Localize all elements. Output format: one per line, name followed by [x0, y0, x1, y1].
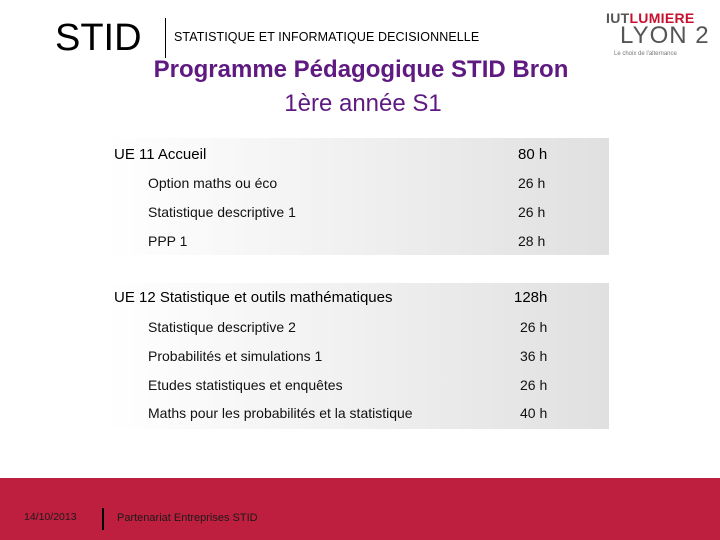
footer-date: 14/10/2013	[24, 511, 77, 523]
ue-11-block	[106, 138, 609, 255]
course-label: PPP 1	[148, 233, 188, 249]
course-label: Option maths ou éco	[148, 175, 278, 191]
footer-divider	[102, 508, 104, 530]
ue-hours: 80 h	[518, 146, 548, 163]
course-label: Statistique descriptive 2	[148, 319, 296, 335]
course-hours: 26 h	[520, 319, 548, 335]
logo-lumiere: LUMIERE	[629, 10, 695, 26]
course-hours: 40 h	[520, 405, 548, 421]
page-title: Programme Pédagogique STID Bron	[153, 56, 569, 83]
iut-lumiere-lyon2-logo	[606, 10, 710, 60]
footer-text: Partenariat Entreprises STID	[117, 512, 258, 524]
header-divider	[165, 18, 166, 58]
header-brand: STID	[55, 17, 142, 59]
course-hours: 26 h	[518, 204, 546, 220]
course-label: Maths pour les probabilités et la statistique	[148, 405, 413, 421]
course-hours: 26 h	[518, 175, 546, 191]
logo-tagline: Le choix de l'alternance	[614, 51, 677, 57]
ue-hours: 128h	[514, 289, 548, 306]
course-hours: 26 h	[520, 377, 548, 393]
logo-iut: IUT	[606, 10, 630, 26]
course-hours: 28 h	[518, 233, 546, 249]
ue-12-block	[106, 283, 609, 429]
page-subtitle: 1ère année S1	[284, 90, 442, 117]
footer-bar	[0, 478, 720, 540]
course-label: Statistique descriptive 1	[148, 204, 296, 220]
course-label: Probabilités et simulations 1	[148, 348, 323, 364]
header-subtitle: STATISTIQUE ET INFORMATIQUE DECISIONNELLE	[174, 30, 480, 44]
ue-label: UE 12 Statistique et outils mathématiques	[114, 289, 393, 306]
course-label: Etudes statistiques et enquêtes	[148, 377, 343, 393]
ue-label: UE 11 Accueil	[114, 146, 207, 163]
logo-lyon: LYON 2	[620, 22, 710, 49]
course-hours: 36 h	[520, 348, 548, 364]
